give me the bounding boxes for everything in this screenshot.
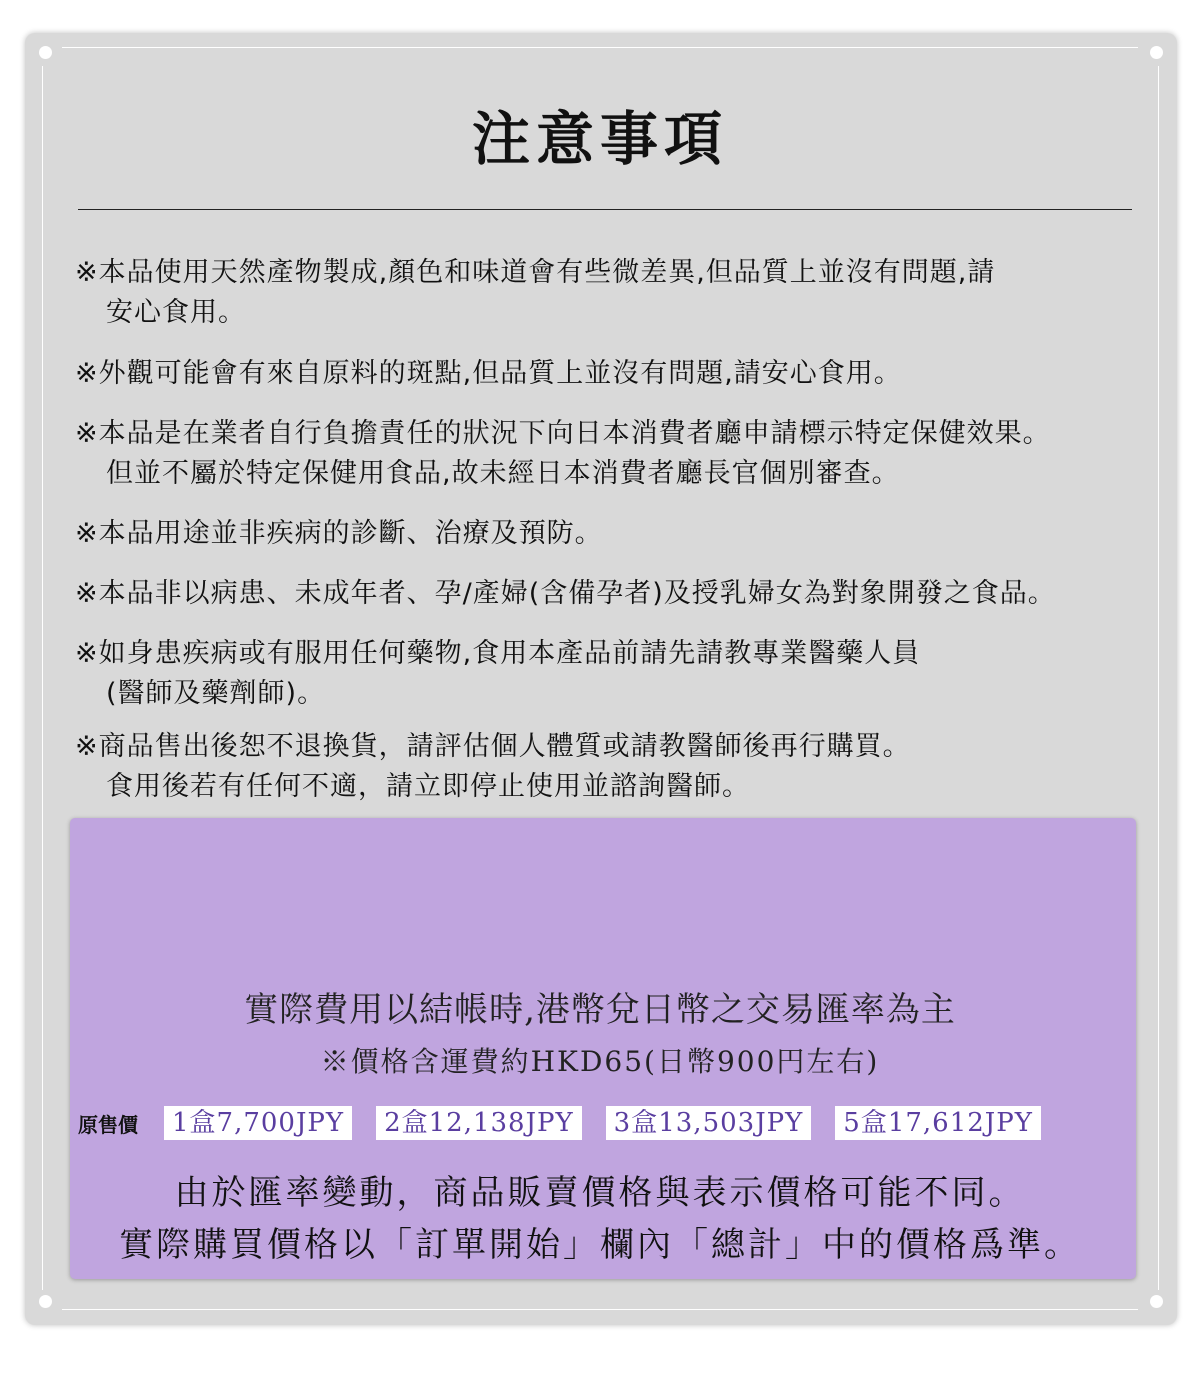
corner-dot xyxy=(39,46,52,59)
price-tag: 5盒17,612JPY xyxy=(835,1106,1041,1140)
note-item xyxy=(75,727,911,807)
title-divider xyxy=(78,209,1132,210)
price-tag: 3盒13,503JPY xyxy=(606,1106,812,1140)
note-text: ※如身患疾病或有服用任何藥物,食用本產品前請先請教專業醫藥人員 xyxy=(75,638,921,669)
note-item xyxy=(75,574,1056,614)
note-item xyxy=(75,634,920,714)
page-title: 注意事項 xyxy=(471,105,728,173)
frame-line xyxy=(62,47,1138,48)
price-tag: 2盒12,138JPY xyxy=(376,1106,582,1140)
note-text: 但並不屬於特定保健用食品,故未經日本消費者廳長官個別審查。 xyxy=(106,458,900,489)
disclaimer-line: 實際購買價格以「訂單開始」欄內「總計」中的價格爲準。 xyxy=(119,1225,1081,1265)
corner-dot xyxy=(39,1295,52,1308)
note-item xyxy=(75,514,603,554)
exchange-note: 實際費用以結帳時,港幣兌日幣之交易匯率為主 xyxy=(244,990,956,1030)
note-text: ※本品用途並非疾病的診斷、治療及預防。 xyxy=(75,518,603,549)
note-item xyxy=(75,414,1051,494)
frame-line xyxy=(1158,66,1159,1290)
corner-dot xyxy=(1150,46,1163,59)
corner-dot xyxy=(1150,1295,1163,1308)
note-text: 食用後若有任何不適，請立即停止使用並諮詢醫師。 xyxy=(106,771,750,802)
price-tag: 1盒7,700JPY xyxy=(164,1106,352,1140)
note-text: ※商品售出後恕不退換貨，請評估個人體質或請教醫師後再行購買。 xyxy=(75,731,911,762)
note-item xyxy=(75,354,902,394)
price-list xyxy=(78,1106,1065,1140)
note-text: ※本品是在業者自行負擔責任的狀況下向日本消費者廳申請標示特定保健效果。 xyxy=(75,418,1051,449)
note-item xyxy=(75,253,995,333)
note-text: ※本品非以病患、未成年者、孕/產婦(含備孕者)及授乳婦女為對象開發之食品。 xyxy=(75,578,1056,609)
disclaimer-line: 由於匯率變動，商品販賣價格與表示價格可能不同。 xyxy=(174,1173,1026,1213)
note-text: 安心食用。 xyxy=(106,297,246,328)
note-text: (醫師及藥劑師)。 xyxy=(106,678,326,709)
frame-line xyxy=(62,1309,1138,1310)
original-price-label: 原售價 xyxy=(78,1112,138,1137)
frame-line xyxy=(42,66,43,1290)
note-text: ※外觀可能會有來自原料的斑點,但品質上並沒有問題,請安心食用。 xyxy=(75,358,902,389)
shipping-note: ※價格含運費約HKD65(日幣900円左右) xyxy=(320,1045,880,1078)
note-text: ※本品使用天然產物製成,顏色和味道會有些微差異,但品質上並沒有問題,請 xyxy=(75,257,996,288)
